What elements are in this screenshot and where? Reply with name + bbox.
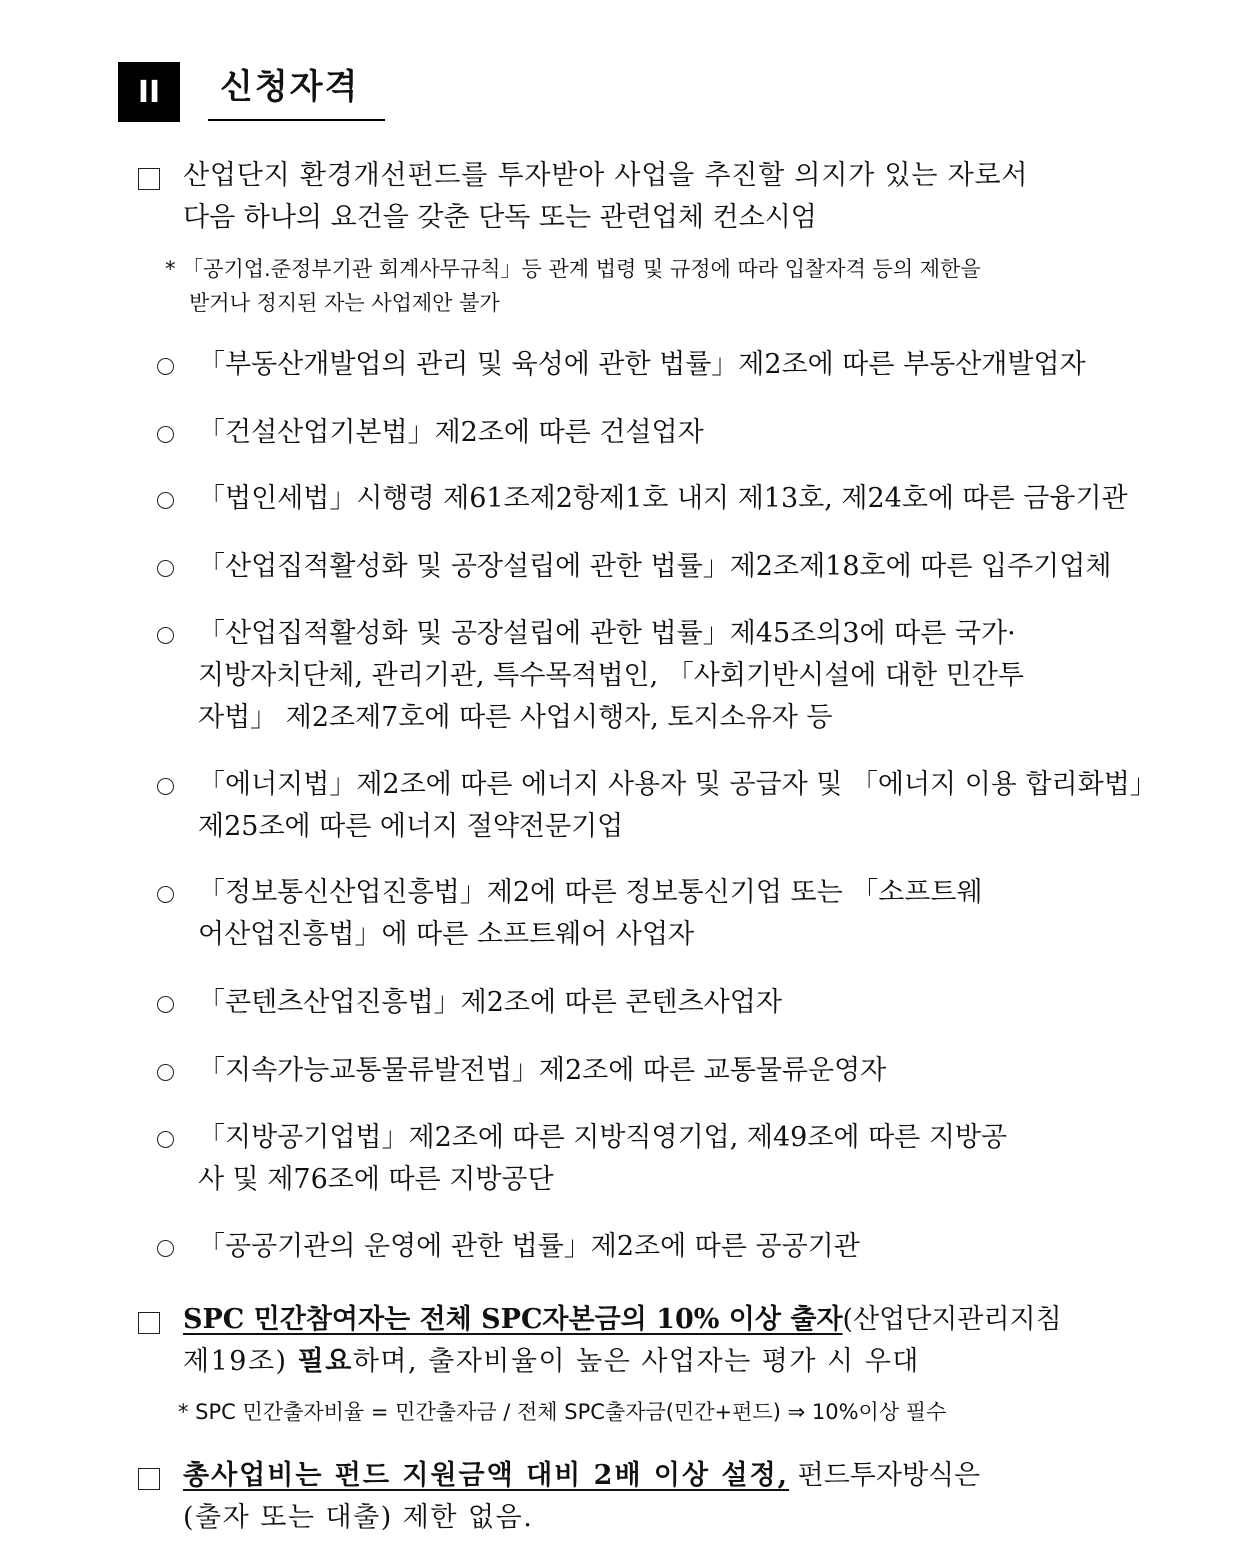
bullet-circle-icon bbox=[157, 1131, 174, 1148]
section-heading bbox=[118, 62, 385, 122]
list-item-line: 「지방공기업법」제2조에 따른 지방직영기업, 제49조에 따른 지방공 bbox=[198, 1122, 1008, 1153]
bullet-circle-icon bbox=[157, 1064, 174, 1081]
requirement-2-rest: (산업단지관리지침 bbox=[842, 1304, 1062, 1335]
bullet-circle-icon bbox=[157, 1240, 174, 1257]
list-item bbox=[198, 344, 1126, 386]
list-item bbox=[198, 1226, 1126, 1268]
requirement-1-note bbox=[165, 252, 1125, 320]
list-item-line: 어산업진흥법」에 따른 소프트웨어 사업자 bbox=[198, 919, 695, 950]
bullet-circle-icon bbox=[157, 358, 174, 375]
requirement-2 bbox=[183, 1299, 1128, 1383]
note-line2: 받거나 정지된 자는 사업제안 불가 bbox=[189, 291, 500, 315]
requirement-3-line2: (출자 또는 대출) 제한 없음. bbox=[183, 1502, 534, 1533]
list-item bbox=[198, 1117, 1126, 1201]
bullet-circle-icon bbox=[157, 778, 174, 795]
bullet-circle-icon bbox=[157, 426, 174, 443]
requirement-2-line2a: 제19조) bbox=[183, 1346, 298, 1377]
requirement-3 bbox=[183, 1455, 1128, 1539]
checkbox-square-icon bbox=[138, 1468, 160, 1490]
list-item-line: 「건설산업기본법」제2조에 따른 건설업자 bbox=[198, 417, 704, 448]
requirement-1-line1: 산업단지 환경개선펀드를 투자받아 사업을 추진할 의지가 있는 자로서 bbox=[183, 160, 1029, 191]
list-item-line: 지방자치단체, 관리기관, 특수목적법인, 「사회기반시설에 대한 민간투 bbox=[198, 660, 1024, 691]
list-item bbox=[198, 478, 1126, 520]
requirement-2-line2b: 하며, 출자비율이 높은 사업자는 평가 시 우대 bbox=[352, 1346, 920, 1377]
requirement-3-rest: 펀드투자방식은 bbox=[789, 1460, 981, 1491]
list-item bbox=[198, 546, 1126, 588]
bullet-circle-icon bbox=[157, 560, 174, 577]
list-item-line: 「에너지법」제2조에 따른 에너지 사용자 및 공급자 및 「에너지 이용 합리화법」 bbox=[198, 769, 1157, 800]
list-item bbox=[198, 613, 1126, 739]
requirement-2-note: * SPC 민간출자비율 = 민간출자금 / 전체 SPC출자금(민간+펀드) ⇒ 10%이상 필수 bbox=[178, 1400, 947, 1424]
list-item bbox=[198, 872, 1126, 956]
list-item-line: 「법인세법」시행령 제61조제2항제1호 내지 제13호, 제24호에 따른 금융기관 bbox=[198, 483, 1128, 514]
list-item-line: 「콘텐츠산업진흥법」제2조에 따른 콘텐츠사업자 bbox=[198, 987, 782, 1018]
section-title: 신청자격 bbox=[208, 63, 385, 121]
checkbox-square-icon bbox=[138, 168, 160, 190]
bullet-circle-icon bbox=[157, 996, 174, 1013]
list-item-line: 「정보통신산업진흥법」제2에 따른 정보통신기업 또는 「소프트웨 bbox=[198, 877, 983, 908]
bullet-circle-icon bbox=[157, 886, 174, 903]
requirement-1 bbox=[183, 155, 1121, 239]
bullet-circle-icon bbox=[157, 492, 174, 509]
list-item-line: 「산업집적활성화 및 공장설립에 관한 법률」제2조제18호에 따른 입주기업체 bbox=[198, 551, 1112, 582]
list-item bbox=[198, 412, 1126, 454]
requirement-2-highlight: SPC 민간참여자는 전체 SPC자본금의 10% 이상 출자 bbox=[183, 1304, 843, 1335]
list-item-line: 「부동산개발업의 관리 및 육성에 관한 법률」제2조에 따른 부동산개발업자 bbox=[198, 349, 1086, 380]
list-item-line: 「산업집적활성화 및 공장설립에 관한 법률」제45조의3에 따른 국가· bbox=[198, 618, 1016, 649]
checkbox-square-icon bbox=[138, 1312, 160, 1334]
requirement-3-highlight: 총사업비는 펀드 지원금액 대비 2배 이상 설정, bbox=[183, 1460, 790, 1491]
requirement-1-line2: 다음 하나의 요건을 갖춘 단독 또는 관련업체 컨소시엄 bbox=[183, 202, 817, 233]
list-item bbox=[198, 1050, 1126, 1092]
requirement-2-emphasis: 필요 bbox=[297, 1346, 353, 1377]
bullet-circle-icon bbox=[157, 627, 174, 644]
list-item bbox=[198, 764, 1157, 848]
list-item-line: 「공공기관의 운영에 관한 법률」제2조에 따른 공공기관 bbox=[198, 1231, 860, 1262]
note-line1: * 「공기업.준정부기관 회계사무규칙」등 관계 법령 및 규정에 따라 입찰자격 등의 제한을 bbox=[165, 257, 981, 281]
list-item-line: 자법」 제2조제7호에 따른 사업시행자, 토지소유자 등 bbox=[198, 702, 833, 733]
section-number: II bbox=[118, 62, 180, 122]
list-item bbox=[198, 982, 1126, 1024]
list-item-line: 사 및 제76조에 따른 지방공단 bbox=[198, 1164, 554, 1195]
list-item-line: 「지속가능교통물류발전법」제2조에 따른 교통물류운영자 bbox=[198, 1055, 887, 1086]
list-item-line: 제25조에 따른 에너지 절약전문기업 bbox=[198, 811, 624, 842]
